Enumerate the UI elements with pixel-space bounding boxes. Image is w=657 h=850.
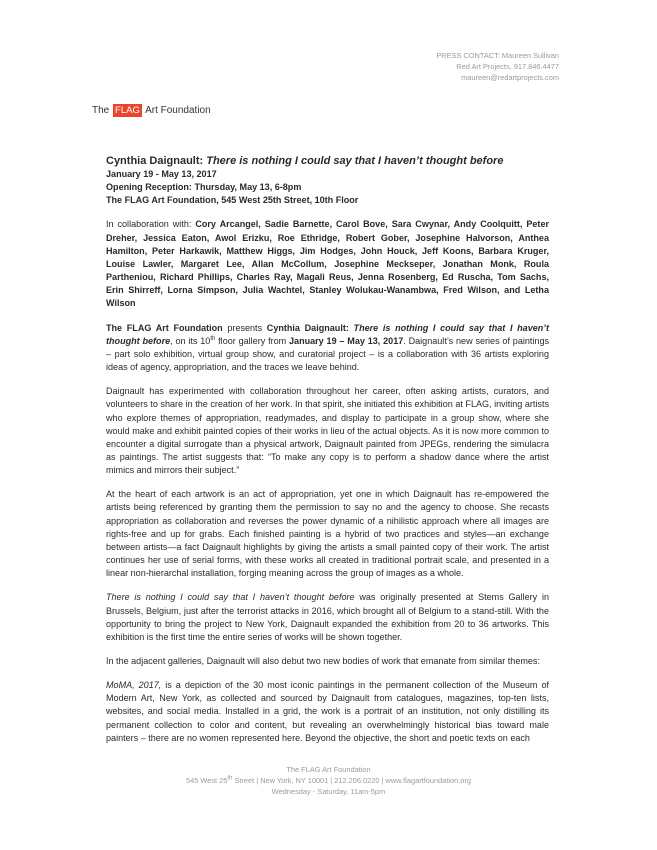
page-title [106,154,549,168]
logo-pre: The [92,105,110,116]
show-artist: Cynthia Daignault: [266,322,354,333]
text-run: presents [222,322,267,333]
show-title: There is nothing I could say that I haven’t thought before [106,322,549,346]
text-run: floor gallery from [215,335,290,346]
intro-paragraph [106,322,549,375]
footer [0,764,657,797]
press-contact [436,50,559,83]
superscript: th [210,335,216,342]
title-show: There is nothing I could say that I haven’t thought before [206,155,504,167]
press-contact-line: Red Art Projects, 917.846.4477 [456,62,559,71]
logo-post: Art Foundation [145,105,211,116]
address-run: 545 West 25 [186,776,228,785]
appropriation-paragraph: At the heart of each artwork is an act of appropriation, yet one in which Daignault has re-empowered the artists being referenced by granting them the permission to say no and the agency to choose. She recasts appropriation as collaboration and reverses the power dynamic of a nihilistic approach where all images are rights-free and up for grabs. Each finished painting is a hybrid of two practices and styles—an exchange between artists—a fact Daignault highlights by giving the artists a small painted copy of their work. The artist continues her use of serial forms, with these works all created in traditional portrait scale, and presented in a linear non-hierarchal installation, forging meaning across the group of images as a whole. [106,489,549,579]
moma-title: MoMA, 2017, [106,680,162,691]
org-name: The FLAG Art Foundation [106,322,223,333]
text-run: was originally presented at Stems Gallery in Brussels, Belgium, just after the terrorist attacks in 2016, which brought all of Belgium to a stand-still. With the opportunity to bring the project to New York, Daignault expanded the exhibition from 20 to 36 artworks. This exhibition is the first time the entire series of works will be shown together. [106,592,549,642]
adjacent-galleries-paragraph: In the adjacent galleries, Daignault will also debut two new bodies of work that emanate from similar themes: [106,656,540,666]
opening-reception: Opening Reception: Thursday, May 13, 6-8pm [106,182,302,193]
logo-flag: FLAG [115,105,140,116]
press-release-body [106,154,549,756]
superscript: th [227,775,233,782]
collaborators-paragraph [106,218,549,310]
collaboration-paragraph: Daignault has experimented with collaboration throughout her career, often asking artists, curators, and volunteers to share in the creation of her work. In that spirit, she initiated this exhibition at FLAG, inviting artists who explore themes of appropriation, readymades, and display to participate in a group show, where she would make and exhibit painted copies of their works in lieu of the actual objects. As it is now more common to encounter a digital surrogate than a physical artwork, Daignault painted from JPEGs, rendering the simulacra as paintings. The artist suggests that: “To make any copy is to perform a shadow dance where the artist mimics and mirrors their subject.” [106,386,549,476]
collab-intro: In collaboration with: [106,219,192,230]
address-run: Street | New York, NY 10001 | 212.206.0220 | www.flagartfoundation.org [232,776,471,785]
footer-hours: Wednesday - Saturday, 11am-5pm [271,787,386,796]
venue: The FLAG Art Foundation, 545 West 25th Street, 10th Floor [106,195,359,206]
history-paragraph [106,591,549,644]
text-run: is a depiction of the 30 most iconic paintings in the permanent collection of the Museum of Modern Art, New York, as collected and sourced by Daignault from catalogues, magazines, top-ten lists, websites, and social media. Installed in a grid, the work is a portrait of an institution, not only distilling its permanent collection to color and content, but revealing an overwhelmingly historical bias toward male painters – there are no women represented here. Beyond the objective, the short and poetic texts on each [106,680,549,743]
press-contact-email: maureen@redartprojects.com [461,73,559,82]
collab-artists: Cory Arcangel, Sadie Barnette, Carol Bove, Sara Cwynar, Andy Coolquitt, Peter Dreher, Jessica Eaton, Awol Erizku, Roe Ethridge, Robert Gober, Josephine Halvorson, Anthea Hamilton, Peter Harkawik, Matthew Higgs, Jim Hodges, John Houck, Jeff Koons, Barbara Kruger, Louise Lawler, Margaret Lee, Allan McCollum, Josephine Meckseper, Jonathan Monk, Roula Partheniou, Richard Phillips, Charles Ray, Magali Reus, Jenna Rosenberg, Ed Ruscha, Tom Sachs, Erin Shirreff, Lorna Simpson, Julia Wachtel, Stanley Wolukau-Wanambwa, Fred Wilson, and Letha Wilson [106,219,549,309]
text-run: . Daignault’s new series of paintings – part solo exhibition, virtual group show, and curatorial project – is a collaboration with 36 artists exploring ideas of agency, appropriation, and the traces we leave behind. [106,335,550,373]
moma-paragraph [106,679,549,745]
show-dates: January 19 – May 13, 2017 [289,335,404,346]
footer-address [0,775,657,786]
title-artist: Cynthia Daignault: [106,155,204,167]
show-title-italic: There is nothing I could say that I haven’t thought before [106,592,355,603]
text-run: , on its 10 [170,335,211,346]
exhibition-dates: January 19 - May 13, 2017 [106,169,217,179]
press-contact-line: PRESS CONTACT: Maureen Sullivan [436,51,559,60]
footer-org: The FLAG Art Foundation [286,765,371,774]
flag-logo [92,104,211,117]
